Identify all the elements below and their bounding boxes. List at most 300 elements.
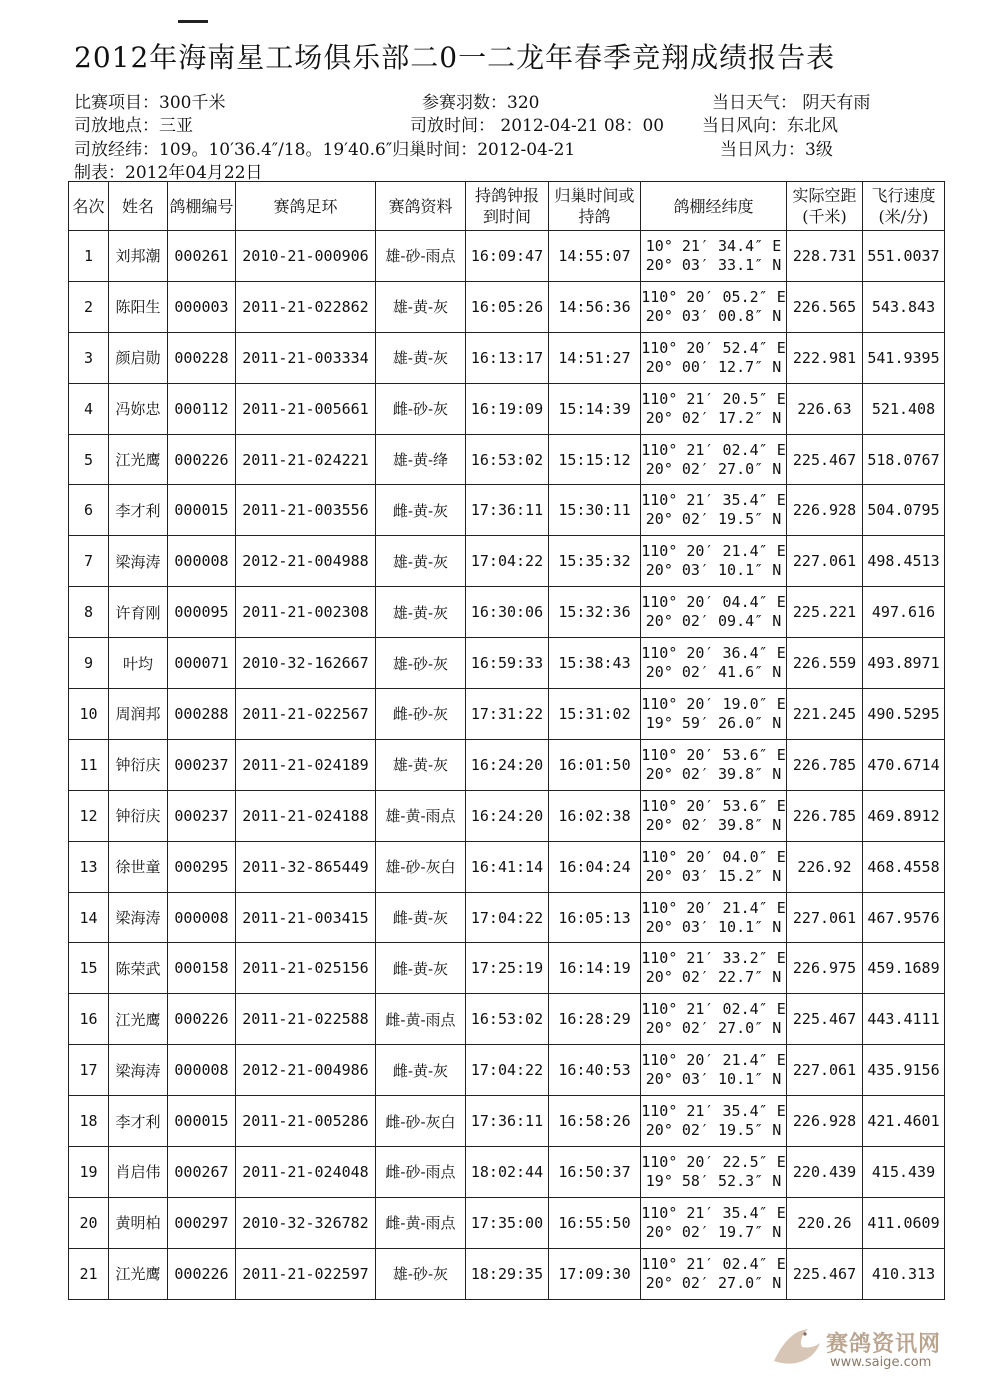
cell-distance: 225.467 [787, 434, 863, 485]
cell-arrival: 14:56:36 [549, 281, 641, 332]
cell-ring: 2011-21-022862 [236, 281, 376, 332]
cell-info: 雄-黄-灰 [376, 536, 466, 587]
cell-distance: 227.061 [787, 892, 863, 943]
cell-distance: 226.785 [787, 739, 863, 790]
cell-ring: 2011-21-024048 [236, 1147, 376, 1198]
cell-info: 雌-砂-雨点 [376, 1147, 466, 1198]
cell-info: 雌-黄-灰 [376, 892, 466, 943]
cell-info: 雄-砂-灰 [376, 638, 466, 689]
cell-name: 梁海涛 [109, 1045, 168, 1096]
cell-ring: 2011-21-022597 [236, 1248, 376, 1299]
table-row [69, 739, 945, 790]
cell-info: 雄-砂-灰白 [376, 841, 466, 892]
cell-ring: 2011-21-022588 [236, 994, 376, 1045]
header-clock-time-line2: 到时间 [482, 207, 531, 226]
cell-distance: 226.92 [787, 841, 863, 892]
table-row [69, 434, 945, 485]
cell-coords [641, 1045, 787, 1096]
cell-arrival: 15:35:32 [549, 536, 641, 587]
cell-distance: 226.928 [787, 1096, 863, 1147]
cell-speed: 415.439 [863, 1147, 945, 1198]
cell-clock: 17:36:11 [466, 485, 549, 536]
cell-speed: 504.0795 [863, 485, 945, 536]
cell-ring: 2011-21-002308 [236, 587, 376, 638]
cell-ring: 2010-21-000906 [236, 231, 376, 282]
release-coords: 司放经纬：109。10′36.4″/18。19′40.6″归巢时间：2012-04-21 [74, 140, 576, 160]
cell-ring: 2011-21-022567 [236, 689, 376, 740]
table-row [69, 790, 945, 841]
table-row [69, 841, 945, 892]
cell-rank: 19 [69, 1147, 109, 1198]
cell-distance: 225.467 [787, 1248, 863, 1299]
cell-name: 叶均 [109, 638, 168, 689]
header-distance-line1: 实际空距 [792, 186, 857, 205]
cell-coords [641, 332, 787, 383]
cell-coords [641, 536, 787, 587]
cell-speed: 541.9395 [863, 332, 945, 383]
cell-lon: 110° 20′ 05.2″ E [641, 287, 786, 306]
cell-speed: 411.0609 [863, 1197, 945, 1248]
cell-name: 刘邦潮 [109, 231, 168, 282]
cell-loft: 000008 [168, 1045, 236, 1096]
cell-name: 梁海涛 [109, 892, 168, 943]
cell-lon: 110° 20′ 21.4″ E [641, 1051, 786, 1070]
cell-arrival: 16:40:53 [549, 1045, 641, 1096]
table-row [69, 892, 945, 943]
cell-rank: 20 [69, 1197, 109, 1248]
cell-coords [641, 892, 787, 943]
cell-distance: 226.785 [787, 790, 863, 841]
cell-name: 钟衍庆 [109, 739, 168, 790]
cell-info: 雌-砂-灰白 [376, 1096, 466, 1147]
cell-loft: 000226 [168, 434, 236, 485]
cell-lat: 20° 03′ 10.1″ N [645, 1070, 782, 1089]
cell-lon: 110° 20′ 36.4″ E [641, 644, 786, 663]
table-row [69, 281, 945, 332]
results-table [68, 181, 945, 1300]
cell-speed: 467.9576 [863, 892, 945, 943]
cell-arrival: 15:32:36 [549, 587, 641, 638]
cell-ring: 2010-32-162667 [236, 638, 376, 689]
cell-ring: 2011-21-025156 [236, 943, 376, 994]
cell-info: 雄-砂-灰 [376, 1248, 466, 1299]
cell-distance: 227.061 [787, 536, 863, 587]
cell-info: 雌-黄-灰 [376, 485, 466, 536]
cell-loft: 000267 [168, 1147, 236, 1198]
cell-loft: 000288 [168, 689, 236, 740]
table-row [69, 536, 945, 587]
cell-speed: 490.5295 [863, 689, 945, 740]
cell-rank: 6 [69, 485, 109, 536]
cell-lat: 20° 02′ 27.0″ N [645, 1019, 782, 1038]
cell-name: 江光鹰 [109, 1248, 168, 1299]
cell-loft: 000228 [168, 332, 236, 383]
cell-arrival: 14:51:27 [549, 332, 641, 383]
cell-info: 雌-黄-雨点 [376, 994, 466, 1045]
table-row [69, 1248, 945, 1299]
cell-rank: 4 [69, 383, 109, 434]
pigeon-logo-icon [768, 1323, 824, 1373]
cell-lon: 110° 21′ 02.4″ E [641, 1254, 786, 1273]
cell-rank: 14 [69, 892, 109, 943]
cell-loft: 000226 [168, 994, 236, 1045]
cell-arrival: 16:28:29 [549, 994, 641, 1045]
cell-rank: 9 [69, 638, 109, 689]
cell-speed: 443.4111 [863, 994, 945, 1045]
cell-ring: 2011-21-003415 [236, 892, 376, 943]
cell-info: 雄-黄-灰 [376, 332, 466, 383]
cell-name: 江光鹰 [109, 434, 168, 485]
cell-ring: 2011-21-003334 [236, 332, 376, 383]
header-speed-line1: 飞行速度 [871, 186, 936, 205]
cell-coords [641, 1248, 787, 1299]
cell-rank: 3 [69, 332, 109, 383]
cell-coords [641, 1147, 787, 1198]
cell-name: 许育刚 [109, 587, 168, 638]
cell-lat: 20° 00′ 12.7″ N [645, 357, 782, 376]
cell-arrival: 16:02:38 [549, 790, 641, 841]
release-time: 司放时间： 2012-04-21 08：00 [410, 116, 665, 136]
cell-coords [641, 638, 787, 689]
cell-info: 雌-黄-灰 [376, 943, 466, 994]
cell-distance: 226.975 [787, 943, 863, 994]
cell-lon: 110° 20′ 21.4″ E [641, 898, 786, 917]
watermark-url: www.saige.com [830, 1355, 932, 1370]
cell-speed: 469.8912 [863, 790, 945, 841]
header-arrival-line2: 持鸽 [578, 207, 611, 226]
table-row [69, 1147, 945, 1198]
cell-clock: 16:24:20 [466, 739, 549, 790]
cell-coords [641, 587, 787, 638]
cell-coords [641, 434, 787, 485]
cell-info: 雄-黄-绛 [376, 434, 466, 485]
cell-name: 黄明柏 [109, 1197, 168, 1248]
header-distance [787, 182, 863, 231]
cell-info: 雄-黄-灰 [376, 587, 466, 638]
cell-name: 江光鹰 [109, 994, 168, 1045]
cell-lon: 110° 20′ 04.0″ E [641, 847, 786, 866]
cell-distance: 226.559 [787, 638, 863, 689]
header-coords: 鸽棚经纬度 [641, 182, 787, 231]
cell-arrival: 15:38:43 [549, 638, 641, 689]
cell-lon: 110° 21′ 33.2″ E [641, 949, 786, 968]
cell-coords [641, 739, 787, 790]
cell-clock: 18:29:35 [466, 1248, 549, 1299]
cell-arrival: 16:58:26 [549, 1096, 641, 1147]
cell-coords [641, 1096, 787, 1147]
cell-name: 李才利 [109, 1096, 168, 1147]
table-row [69, 1096, 945, 1147]
table-row [69, 1045, 945, 1096]
cell-clock: 16:13:17 [466, 332, 549, 383]
cell-distance: 226.565 [787, 281, 863, 332]
cell-ring: 2011-21-024188 [236, 790, 376, 841]
cell-lon: 110° 21′ 02.4″ E [641, 440, 786, 459]
cell-arrival: 15:31:02 [549, 689, 641, 740]
cell-coords [641, 994, 787, 1045]
cell-loft: 000261 [168, 231, 236, 282]
cell-clock: 16:53:02 [466, 434, 549, 485]
cell-clock: 16:41:14 [466, 841, 549, 892]
cell-distance: 225.221 [787, 587, 863, 638]
cell-speed: 459.1689 [863, 943, 945, 994]
cell-distance: 220.439 [787, 1147, 863, 1198]
cell-lat: 20° 02′ 39.8″ N [645, 815, 782, 834]
cell-lon: 110° 20′ 53.6″ E [641, 796, 786, 815]
cell-rank: 1 [69, 231, 109, 282]
cell-distance: 228.731 [787, 231, 863, 282]
cell-loft: 000008 [168, 536, 236, 587]
cell-speed: 497.616 [863, 587, 945, 638]
cell-arrival: 16:14:19 [549, 943, 641, 994]
cell-info: 雌-砂-灰 [376, 689, 466, 740]
cell-speed: 521.408 [863, 383, 945, 434]
cell-lat: 20° 02′ 27.0″ N [645, 459, 782, 478]
cell-info: 雌-黄-灰 [376, 1045, 466, 1096]
cell-lon: 110° 21′ 35.4″ E [641, 491, 786, 510]
cell-lon: 110° 20′ 22.5″ E [641, 1152, 786, 1171]
cell-speed: 468.4558 [863, 841, 945, 892]
cell-arrival: 14:55:07 [549, 231, 641, 282]
cell-lat: 20° 02′ 09.4″ N [645, 612, 782, 631]
cell-info: 雌-砂-灰 [376, 383, 466, 434]
header-row [69, 182, 945, 231]
cell-coords [641, 689, 787, 740]
cell-name: 梁海涛 [109, 536, 168, 587]
cell-clock: 17:04:22 [466, 536, 549, 587]
results-body [69, 231, 945, 1300]
cell-info: 雄-黄-雨点 [376, 790, 466, 841]
cell-arrival: 15:30:11 [549, 485, 641, 536]
header-speed-line2: (米/分) [878, 207, 929, 226]
cell-name: 肖启伟 [109, 1147, 168, 1198]
cell-arrival: 16:50:37 [549, 1147, 641, 1198]
cell-lat: 20° 03′ 10.1″ N [645, 561, 782, 580]
cell-lat: 20° 02′ 17.2″ N [645, 408, 782, 427]
cell-name: 颜启勋 [109, 332, 168, 383]
cell-distance: 227.061 [787, 1045, 863, 1096]
cell-clock: 18:02:44 [466, 1147, 549, 1198]
cell-ring: 2010-32-326782 [236, 1197, 376, 1248]
cell-lon: 110° 20′ 04.4″ E [641, 593, 786, 612]
cell-loft: 000237 [168, 739, 236, 790]
cell-ring: 2011-21-024221 [236, 434, 376, 485]
cell-lon: 110° 21′ 35.4″ E [641, 1102, 786, 1121]
cell-speed: 470.6714 [863, 739, 945, 790]
cell-arrival: 16:04:24 [549, 841, 641, 892]
header-arrival [549, 182, 641, 231]
cell-speed: 551.0037 [863, 231, 945, 282]
cell-lon: 110° 20′ 52.4″ E [641, 338, 786, 357]
cell-lat: 20° 02′ 19.5″ N [645, 510, 782, 529]
cell-name: 陈阳生 [109, 281, 168, 332]
cell-ring: 2012-21-004988 [236, 536, 376, 587]
cell-rank: 15 [69, 943, 109, 994]
table-row [69, 994, 945, 1045]
cell-clock: 16:19:09 [466, 383, 549, 434]
cell-loft: 000297 [168, 1197, 236, 1248]
cell-arrival: 15:14:39 [549, 383, 641, 434]
cell-rank: 21 [69, 1248, 109, 1299]
cell-rank: 7 [69, 536, 109, 587]
cell-coords [641, 383, 787, 434]
cell-clock: 16:59:33 [466, 638, 549, 689]
cell-distance: 226.63 [787, 383, 863, 434]
cell-lon: 110° 21′ 02.4″ E [641, 1000, 786, 1019]
header-arrival-line1: 归巢时间或 [554, 186, 635, 205]
table-row [69, 689, 945, 740]
race-item: 比赛项目：300千米 [74, 93, 226, 113]
cell-rank: 11 [69, 739, 109, 790]
cell-loft: 000237 [168, 790, 236, 841]
made-date: 制表：2012年04月22日 [74, 163, 263, 183]
cell-lon: 110° 20′ 19.0″ E [641, 694, 786, 713]
cell-lat: 19° 58′ 52.3″ N [645, 1171, 782, 1190]
cell-loft: 000071 [168, 638, 236, 689]
cell-name: 陈荣武 [109, 943, 168, 994]
cell-clock: 17:35:00 [466, 1197, 549, 1248]
wind-direction: 当日风向：东北风 [702, 116, 838, 136]
cell-rank: 8 [69, 587, 109, 638]
cell-speed: 421.4601 [863, 1096, 945, 1147]
cell-loft: 000015 [168, 1096, 236, 1147]
header-clock-time [466, 182, 549, 231]
cell-loft: 000015 [168, 485, 236, 536]
cell-loft: 000112 [168, 383, 236, 434]
cell-loft: 000226 [168, 1248, 236, 1299]
cell-speed: 410.313 [863, 1248, 945, 1299]
cell-clock: 17:25:19 [466, 943, 549, 994]
cell-loft: 000158 [168, 943, 236, 994]
cell-speed: 543.843 [863, 281, 945, 332]
cell-loft: 000295 [168, 841, 236, 892]
cell-speed: 498.4513 [863, 536, 945, 587]
cell-lat: 20° 02′ 19.7″ N [645, 1222, 782, 1241]
cell-speed: 493.8971 [863, 638, 945, 689]
cell-loft: 000095 [168, 587, 236, 638]
cell-distance: 225.467 [787, 994, 863, 1045]
cell-coords [641, 790, 787, 841]
cell-ring: 2011-21-003556 [236, 485, 376, 536]
cell-lat: 20° 03′ 10.1″ N [645, 917, 782, 936]
cell-name: 钟衍庆 [109, 790, 168, 841]
cell-info: 雄-砂-雨点 [376, 231, 466, 282]
cell-clock: 16:24:20 [466, 790, 549, 841]
table-row [69, 485, 945, 536]
table-row [69, 383, 945, 434]
cell-distance: 220.26 [787, 1197, 863, 1248]
cell-rank: 12 [69, 790, 109, 841]
cell-coords [641, 485, 787, 536]
cell-arrival: 15:15:12 [549, 434, 641, 485]
header-ring: 赛鸽足环 [236, 182, 376, 231]
cell-name: 徐世童 [109, 841, 168, 892]
cell-clock: 16:53:02 [466, 994, 549, 1045]
cell-clock: 16:09:47 [466, 231, 549, 282]
cell-ring: 2011-21-005286 [236, 1096, 376, 1147]
cell-rank: 5 [69, 434, 109, 485]
cell-clock: 17:04:22 [466, 1045, 549, 1096]
cell-name: 李才利 [109, 485, 168, 536]
watermark [768, 1323, 968, 1373]
cell-coords [641, 841, 787, 892]
table-row [69, 943, 945, 994]
cell-rank: 17 [69, 1045, 109, 1096]
cell-arrival: 17:09:30 [549, 1248, 641, 1299]
cell-clock: 17:36:11 [466, 1096, 549, 1147]
cell-lat: 20° 03′ 00.8″ N [645, 306, 782, 325]
cell-lon: 110° 20′ 21.4″ E [641, 542, 786, 561]
cell-lon: 110° 21′ 20.5″ E [641, 389, 786, 408]
header-name: 姓名 [109, 182, 168, 231]
cell-lat: 20° 02′ 19.5″ N [645, 1121, 782, 1140]
table-row [69, 638, 945, 689]
watermark-text: 赛鸽资讯网 [826, 1332, 942, 1357]
cell-coords [641, 1197, 787, 1248]
cell-rank: 18 [69, 1096, 109, 1147]
cell-info: 雄-黄-灰 [376, 281, 466, 332]
report-title: 2012年海南星工场俱乐部二0一二龙年春季竞翔成绩报告表 [74, 41, 836, 74]
cell-lon: 110° 20′ 53.6″ E [641, 745, 786, 764]
header-rank: 名次 [69, 182, 109, 231]
cell-lat: 20° 02′ 39.8″ N [645, 764, 782, 783]
cell-rank: 2 [69, 281, 109, 332]
cell-name: 周润邦 [109, 689, 168, 740]
cell-info: 雌-黄-雨点 [376, 1197, 466, 1248]
cell-lat: 20° 03′ 15.2″ N [645, 866, 782, 885]
entries-count: 参赛羽数：320 [422, 93, 540, 113]
cell-lon: 10° 21′ 34.4″ E [645, 236, 782, 255]
cell-coords [641, 231, 787, 282]
cell-coords [641, 943, 787, 994]
cell-rank: 16 [69, 994, 109, 1045]
cell-clock: 17:31:22 [466, 689, 549, 740]
table-row [69, 231, 945, 282]
cell-speed: 518.0767 [863, 434, 945, 485]
cell-distance: 221.245 [787, 689, 863, 740]
header-clock-time-line1: 持鸽钟报 [474, 186, 539, 205]
header-pigeon-info: 赛鸽资料 [376, 182, 466, 231]
cell-coords [641, 281, 787, 332]
cell-clock: 16:05:26 [466, 281, 549, 332]
cell-lat: 19° 59′ 26.0″ N [645, 713, 782, 732]
cell-lat: 20° 02′ 27.0″ N [645, 1273, 782, 1292]
cell-ring: 2011-21-024189 [236, 739, 376, 790]
cell-clock: 16:30:06 [466, 587, 549, 638]
cell-distance: 222.981 [787, 332, 863, 383]
cell-loft: 000008 [168, 892, 236, 943]
header-speed [863, 182, 945, 231]
cell-info: 雄-黄-灰 [376, 739, 466, 790]
table-row [69, 332, 945, 383]
cell-arrival: 16:01:50 [549, 739, 641, 790]
cell-name: 冯妳忠 [109, 383, 168, 434]
cell-distance: 226.928 [787, 485, 863, 536]
cell-rank: 13 [69, 841, 109, 892]
wind-force: 当日风力：3级 [720, 140, 833, 160]
cell-lon: 110° 21′ 35.4″ E [641, 1203, 786, 1222]
header-loft-no: 鸽棚编号 [168, 182, 236, 231]
table-row [69, 1197, 945, 1248]
cell-arrival: 16:55:50 [549, 1197, 641, 1248]
cell-lat: 20° 02′ 22.7″ N [645, 968, 782, 987]
cell-rank: 10 [69, 689, 109, 740]
cell-ring: 2012-21-004986 [236, 1045, 376, 1096]
cell-ring: 2011-32-865449 [236, 841, 376, 892]
weather: 当日天气： 阴天有雨 [712, 93, 871, 113]
cell-arrival: 16:05:13 [549, 892, 641, 943]
cell-loft: 000003 [168, 281, 236, 332]
